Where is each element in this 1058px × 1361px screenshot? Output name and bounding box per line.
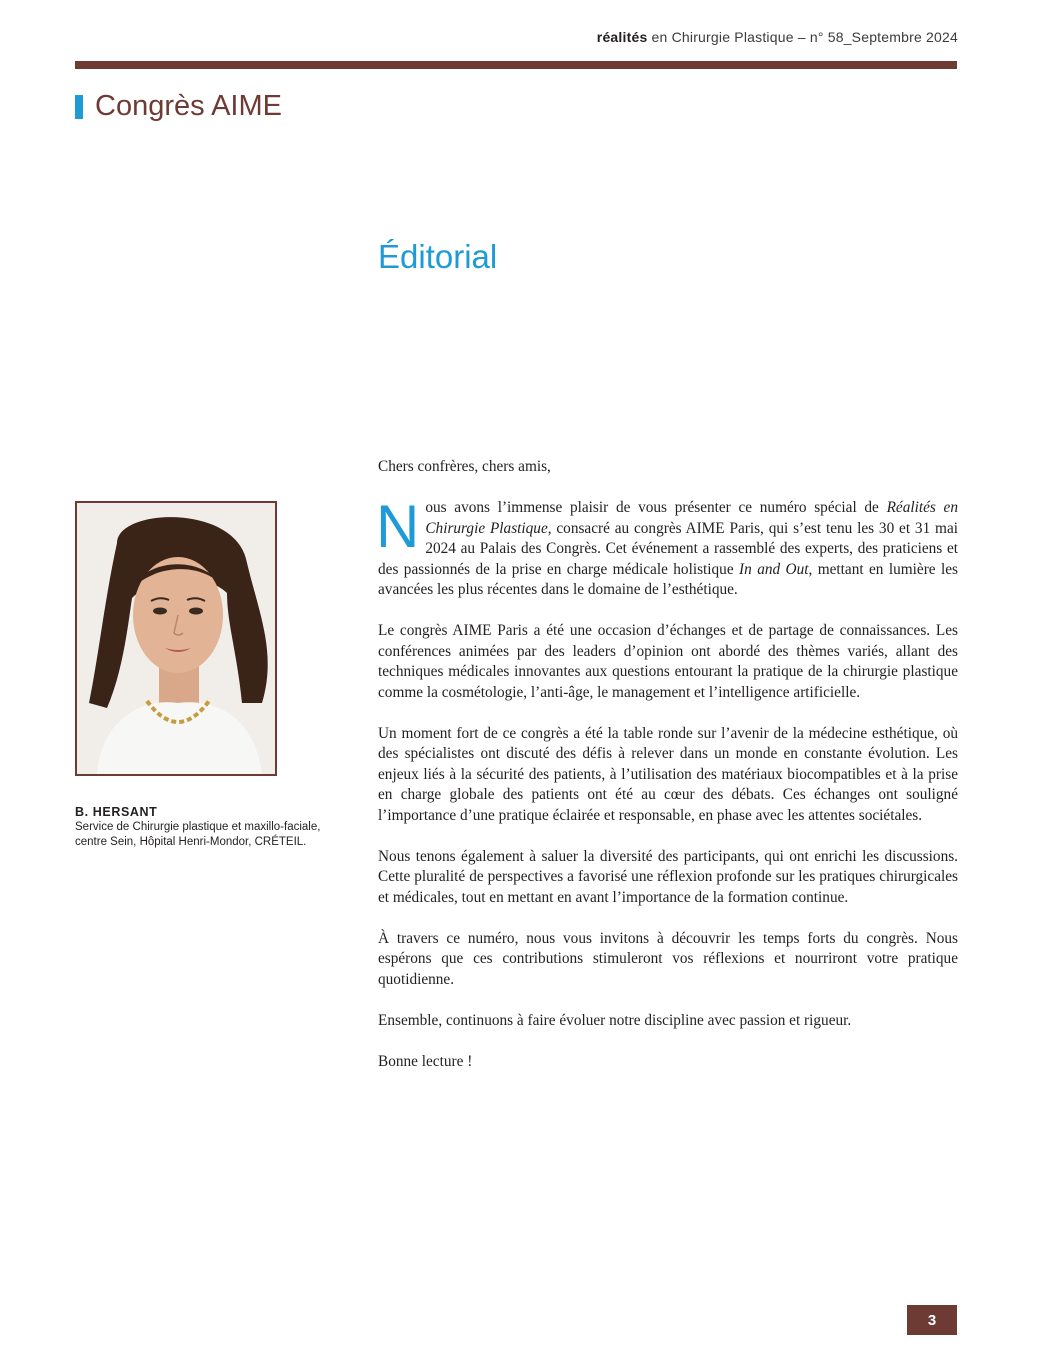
journal-title-italic: Réalités en Chirurgie Plastique xyxy=(425,499,958,537)
paragraph-1-a: ous avons l’immense plaisir de vous présenter ce numéro spécial de xyxy=(425,499,887,516)
running-header xyxy=(597,29,958,45)
article-body xyxy=(378,457,958,1093)
closing: Bonne lecture ! xyxy=(378,1052,473,1070)
header-rule xyxy=(75,61,957,69)
in-and-out-italic: In and Out xyxy=(739,560,809,578)
section-title: Congrès AIME xyxy=(95,90,282,122)
paragraph-1-c: , mettant en lumière les avancées les plus récentes dans le domaine de l’esthétique. xyxy=(378,560,958,598)
page-number: 3 xyxy=(907,1305,957,1335)
author-caption xyxy=(75,805,350,850)
section-marker xyxy=(75,95,83,119)
paragraph-2: Le congrès AIME Paris a été une occasion d’échanges et de partage de connaissances. Les conférences animées par des leaders d’opinion ont abordé des thèmes variés, allant des techniques médicales innovantes aux questions entourant la pratique de la chirurgie plastique comme la cosmétologie, l’anti-âge, le management et l’intelligence artificielle. xyxy=(378,622,958,701)
journal-brand: réalités xyxy=(596,29,648,45)
journal-issue: en Chirurgie Plastique – n° 58_Septembre 2024 xyxy=(651,29,958,45)
author-photo xyxy=(75,501,277,776)
paragraph-6: Ensemble, continuons à faire évoluer notre discipline avec passion et rigueur. xyxy=(378,1011,852,1029)
salutation: Chers confrères, chers amis, xyxy=(378,458,551,475)
drop-cap: N xyxy=(376,493,420,560)
paragraph-1 xyxy=(376,493,958,601)
author-affiliation: Service de Chirurgie plastique et maxillo-faciale, centre Sein, Hôpital Henri-Mondor, CRÉTEIL. xyxy=(75,821,321,848)
paragraph-1-b: , consacré au congrès AIME Paris, qui s’est tenu les 30 et 31 mai 2024 au Palais des Congrès. Cet événement a rassemblé des experts, des praticiens et des passionnés de la prise en charge médicale holistique xyxy=(378,519,958,578)
section-heading xyxy=(75,90,282,123)
article-title: Éditorial xyxy=(378,238,498,275)
paragraph-4: Nous tenons également à saluer la diversité des participants, qui ont enrichi les discussions. Cette pluralité de perspectives a favorisé une réflexion profonde sur les pratiques chirurgicales et médicales, tout en mettant en avant l’importance de la formation continue. xyxy=(378,847,958,906)
paragraph-5: À travers ce numéro, nous vous invitons à découvrir les temps forts du congrès. Nous espérons que ces contributions stimuleront vos réflexions et nourriront votre pratique quotidienne. xyxy=(378,929,958,988)
paragraph-3: Un moment fort de ce congrès a été la table ronde sur l’avenir de la médecine esthétique, où des spécialistes ont discuté des défis à relever dans un monde en constante évolution. Les enjeux liés à la sécurité des patients, à l’utilisation des matériaux biocompatibles et à la prise en charge globale des patients ont été au cœur des débats. Ces échanges ont souligné l’importance d’une pratique éclairée et responsable, en phase avec les attentes sociétales. xyxy=(378,724,958,824)
author-name: B. HERSANT xyxy=(75,805,158,819)
